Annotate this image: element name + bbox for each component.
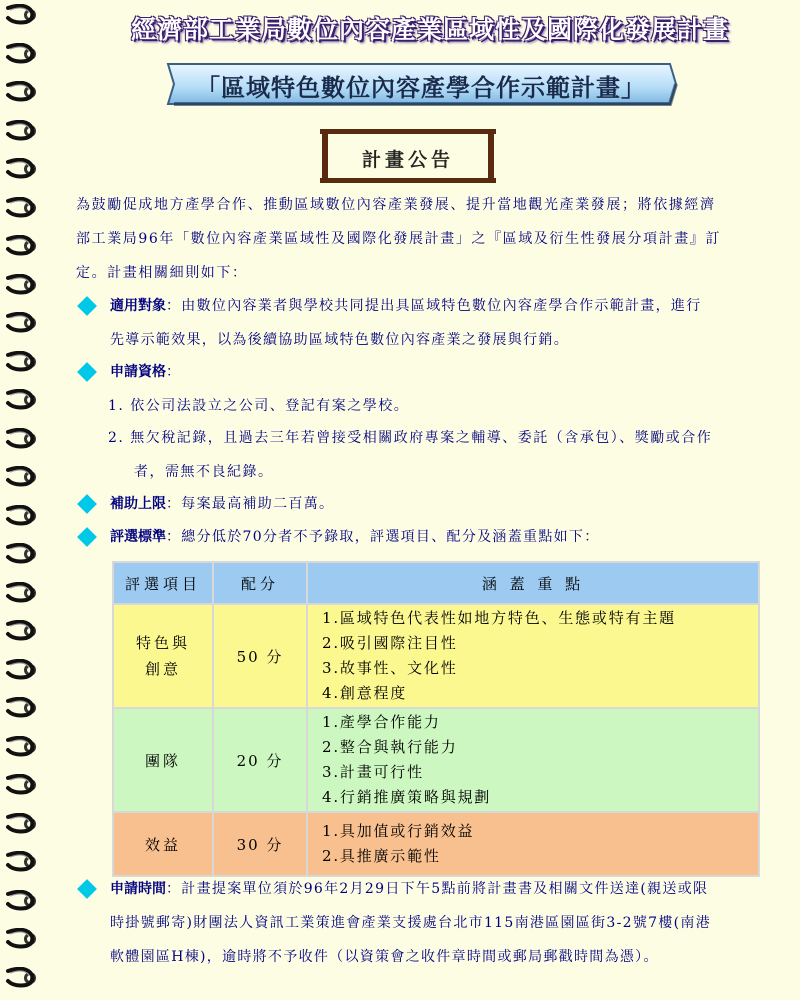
point-line: 1.具加值或行銷效益 [322,822,475,840]
point-line: 3.計畫可行性 [322,763,424,781]
section-text: ： [166,364,182,380]
point-line: 2.吸引國際注目性 [322,634,458,652]
table-row [113,812,759,876]
table-cell-item-line: 特色與 [135,634,190,652]
section-criteria [76,520,788,554]
spiral-binding-ring-icon [4,4,44,26]
table-row [113,604,759,708]
spiral-binding-ring-icon [4,928,44,950]
point-line: 3.故事性、文化性 [322,659,458,677]
table-cell-item: 團隊 [113,708,213,812]
point-line: 4.創意程度 [322,684,408,702]
section-subsidy [76,487,788,521]
intro-line: 部工業局96年「數位內容產業區域性及國際化發展計畫」之『區域及衍生性發展分項計畫』訂 [76,231,722,247]
section-deadline [76,872,788,974]
section-label: 申請資格 [110,364,166,380]
spiral-binding-ring-icon [4,120,44,142]
intro-line: 定。計畫相關細則如下： [76,265,248,281]
intro-line: 為鼓勵促成地方產學合作、推動區域數位內容產業發展、提升當地觀光產業發展；將依據經濟 [76,197,716,213]
spiral-binding-ring-icon [4,620,44,642]
table-header-row [113,562,759,604]
section-text: 時掛號郵寄)財團法人資訊工業策進會產業支援處台北市115南港區園區街3-2號7樓(南港 [110,915,711,931]
criteria-table [112,561,760,877]
eligibility-item: 1. 依公司法設立之公司、登記有案之學校。 [108,398,410,414]
table-header-score: 配分 [213,562,307,604]
spiral-binding-ring-icon [4,312,44,334]
spiral-binding-ring-icon [4,235,44,257]
section-label: 申請時間 [110,881,166,897]
spiral-binding-ring-icon [4,389,44,411]
table-cell-score: 30 分 [213,812,307,876]
spiral-binding-ring-icon [4,43,44,65]
spiral-binding-ring-icon [4,543,44,565]
main-title: 經濟部工業局數位內容產業區域性及國際化發展計畫 [130,15,729,44]
subtitle: 「區域特色數位內容產學合作示範計畫」 [196,74,646,102]
table-cell-score: 20 分 [213,708,307,812]
spiral-binding-ring-icon [4,466,44,488]
point-line: 1.產學合作能力 [322,713,441,731]
point-line: 2.具推廣示範性 [322,847,441,865]
section-label: 補助上限 [110,496,166,512]
spiral-binding-ring-icon [4,774,44,796]
intro-paragraph [76,188,788,290]
section-label: 評選標準 [110,529,166,545]
section-text: ：由數位內容業者與學校共同提出具區域特色數位內容產學合作示範計畫，進行 [166,298,702,314]
table-cell-item: 效益 [113,812,213,876]
point-line: 4.行銷推廣策略與規劃 [322,788,492,806]
point-line: 2.整合與執行能力 [322,738,458,756]
point-line: 1.區域特色代表性如地方特色、生態或特有主題 [322,609,676,627]
section-eligibility [76,355,788,389]
notice-title: 計畫公告 [361,149,454,171]
section-text: ：計畫提案單位須於96年2月29日下午5點前將計畫書及相關文件送達(親送或限 [166,881,709,897]
table-cell-item-line: 創意 [144,660,181,678]
spiral-binding-ring-icon [4,505,44,527]
spiral-binding-ring-icon [4,890,44,912]
notice-plaque [318,129,498,183]
eligibility-item-line: 者，需無不良紀錄。 [134,464,274,480]
table-cell-points [307,708,759,812]
table-cell-score: 50 分 [213,604,307,708]
spiral-binding-ring-icon [4,351,44,373]
section-text: 先導示範效果，以為後續協助區域特色數位內容產業之發展與行銷。 [110,332,569,348]
spiral-binding-ring-icon [4,274,44,296]
spiral-binding-ring-icon [4,81,44,103]
spiral-binding-ring-icon [4,582,44,604]
spiral-binding-ring-icon [4,659,44,681]
eligibility-item [108,421,788,489]
table-cell-item [113,604,213,708]
spiral-binding-ring-icon [4,197,44,219]
spiral-binding [0,0,48,1000]
table-cell-points [307,812,759,876]
section-text: 軟體園區H棟)，逾時將不予收件（以資策會之收件章時間或郵局郵戳時間為憑）。 [110,949,659,965]
section-target [76,289,788,357]
spiral-binding-ring-icon [4,967,44,989]
spiral-binding-ring-icon [4,736,44,758]
section-label: 適用對象 [110,298,166,314]
table-header-points: 涵 蓋 重 點 [307,562,759,604]
spiral-binding-ring-icon [4,158,44,180]
table-cell-points [307,604,759,708]
table-header-item: 評選項目 [113,562,213,604]
spiral-binding-ring-icon [4,697,44,719]
spiral-binding-ring-icon [4,428,44,450]
section-text: ：每案最高補助二百萬。 [166,496,335,512]
section-text: ：總分低於70分者不予錄取，評選項目、配分及涵蓋重點如下： [166,529,600,545]
table-row [113,708,759,812]
spiral-binding-ring-icon [4,813,44,835]
eligibility-item-line: 2. 無欠稅記錄，且過去三年若曾接受相關政府專案之輔導、委託（含承包）、獎勵或合作 [108,430,713,446]
subtitle-banner [162,56,680,112]
spiral-binding-ring-icon [4,851,44,873]
